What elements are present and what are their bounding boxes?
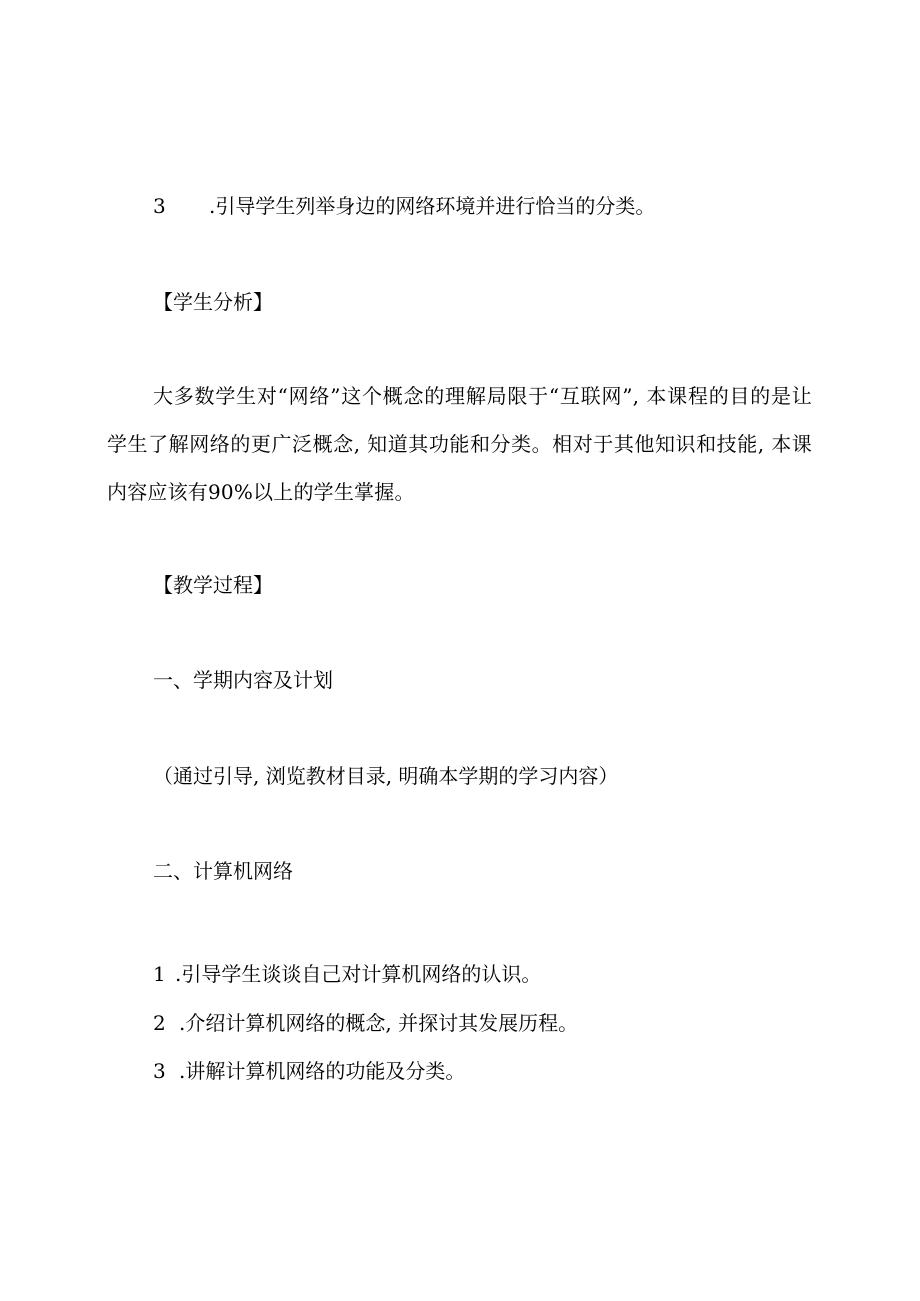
list-item: [153, 960, 541, 988]
list-item-text: .引导学生谈谈自己对计算机网络的认识。: [175, 962, 542, 986]
section-one-note: （通过引导, 浏览教材目录, 明确本学期的学习内容）: [153, 764, 619, 788]
heading-student-analysis: 【学生分析】: [153, 290, 273, 314]
objective-item-text: .引导学生列举身边的网络环境并进行恰当的分类。: [209, 194, 656, 218]
list-item-text: .讲解计算机网络的功能及分类。: [179, 1059, 466, 1083]
section-two-title: 二、计算机网络: [153, 859, 293, 883]
list-item-text: .介绍计算机网络的概念, 并探讨其发展历程。: [179, 1011, 579, 1035]
list-item-number: 2: [153, 1011, 166, 1035]
objective-item-number: 3: [153, 194, 166, 218]
list-item-number: 3: [153, 1059, 166, 1083]
section-one-title: 一、学期内容及计划: [153, 668, 333, 692]
list-item: [153, 1057, 465, 1085]
objective-item-3: [153, 192, 655, 220]
list-item-number: 1: [153, 962, 166, 986]
heading-teaching-process: 【教学过程】: [153, 573, 273, 597]
list-item: [153, 1009, 578, 1037]
student-analysis-paragraph: 大多数学生对“网络”这个概念的理解局限于“互联网”, 本课程的目的是让学生了解网络的更广泛概念, 知道其功能和分类。相对于其他知识和技能, 本课内容应该有90%以上的学生掌握。: [107, 384, 812, 504]
